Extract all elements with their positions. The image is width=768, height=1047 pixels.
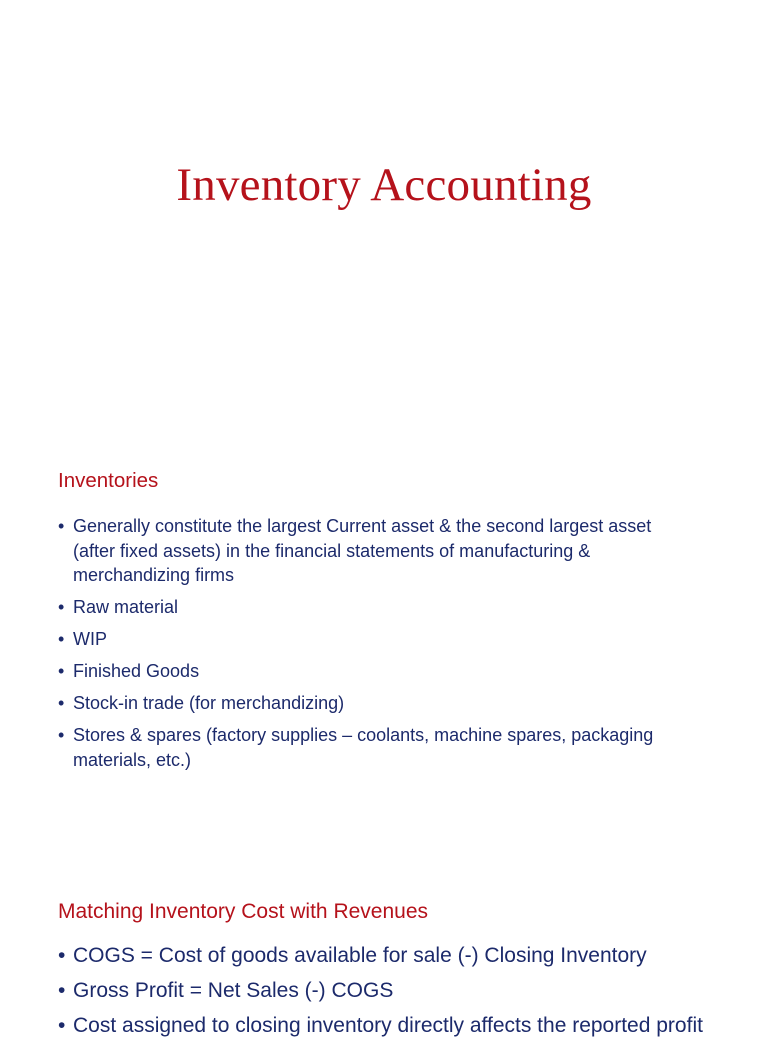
list-item [58, 514, 698, 588]
bullet-icon: • [58, 629, 65, 649]
bullet-icon: • [58, 693, 65, 713]
list-item [58, 977, 758, 1005]
list-item-text: Gross Profit = Net Sales (-) COGS [73, 979, 394, 1002]
bullet-icon: • [58, 1014, 66, 1037]
list-item [58, 942, 758, 970]
matching-bullet-list [58, 942, 758, 1047]
list-item [58, 691, 698, 716]
slide-title: Inventory Accounting [176, 159, 592, 211]
list-item-text: Finished Goods [73, 661, 200, 681]
bullet-icon: • [58, 725, 65, 745]
bullet-icon: • [58, 944, 66, 967]
list-item [58, 659, 698, 684]
inventories-bullet-list [58, 514, 698, 780]
list-item-text: Stores & spares (factory supplies – coolants, machine spares, packaging materials, etc.) [73, 725, 654, 770]
list-item-text: Cost assigned to closing inventory directly affects the reported profit [73, 1014, 703, 1037]
list-item-text: Stock-in trade (for merchandizing) [73, 693, 345, 713]
bullet-icon: • [58, 597, 65, 617]
list-item [58, 595, 698, 620]
list-item-text: COGS = Cost of goods available for sale (-) Closing Inventory [73, 944, 647, 967]
list-item [58, 723, 698, 772]
list-item [58, 1012, 758, 1040]
list-item-text: WIP [73, 629, 107, 649]
matching-cost-heading: Matching Inventory Cost with Revenues [58, 900, 429, 923]
list-item [58, 627, 698, 652]
bullet-icon: • [58, 661, 65, 681]
list-item-text: Generally constitute the largest Current asset & the second largest asset (after fixed assets) in the financial statements of manufacturing & merchandizing firms [73, 516, 652, 585]
list-item-text: Raw material [73, 597, 179, 617]
inventories-heading: Inventories [58, 469, 159, 492]
bullet-icon: • [58, 979, 66, 1002]
bullet-icon: • [58, 516, 65, 536]
